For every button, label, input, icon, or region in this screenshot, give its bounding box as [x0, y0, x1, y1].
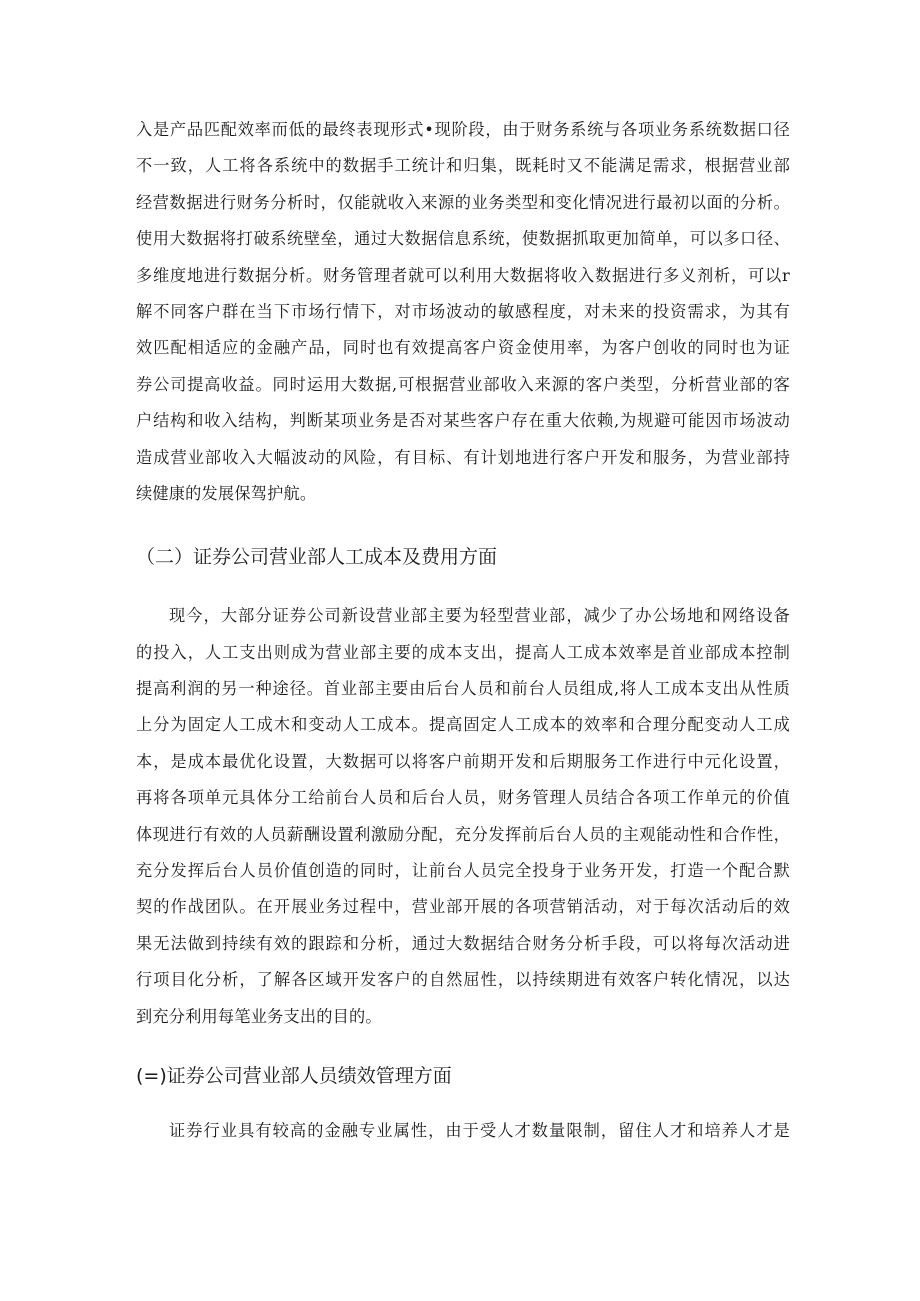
text-line: 造成营业部收入大幅波动的风险，有目标、有计划地进行客户开发和服务，为营业部持 [136, 447, 790, 467]
paragraph-performance [136, 1113, 790, 1149]
text-line: 的投入，人工支出则成为营业部主要的成本支出，提高人工成本效率是首业部成本控制 [136, 642, 790, 662]
text-line: 证券行业具有较高的金融专业属性，由于受人才数量限制，留住人才和培养人才是 [169, 1120, 790, 1140]
text-line: 再将各项单元具体分工给前台人员和后台人员，财务管理人员结合各项工作单元的价值 [136, 788, 790, 808]
text-line: 果无法做到持续有效的跟踪和分析，通过大数据结合财务分析手段，可以将每次活动进 [136, 933, 790, 953]
section-heading-labor-cost: （二）证券公司营业部人工成本及费用方面 [136, 546, 498, 569]
text-line: 提高利润的另一种途径。首业部主要由后台人员和前台人员组成,将人工成本支出从性质 [136, 679, 790, 699]
paragraph-labor-cost [136, 598, 790, 1035]
text-line: 券公司提高收益。同时运用大数据,可根据营业部收入来源的客户类型，分析营业部的客 [136, 374, 790, 394]
paragraph-revenue-analysis [136, 112, 790, 512]
text-line: 到充分利用每笔业务支出的目的。 [136, 1006, 382, 1026]
text-line: 本，是成本最优化设置，大数据可以将客户前期开发和后期服务工作进行中元化设置， [136, 751, 790, 771]
text-line: 充分发挥后台人员价值创造的同时，让前台人员完全投身于业务开发，打造一个配合默 [136, 861, 790, 881]
text-line: 户结构和收入结构，判断某项业务是否对某些客户存在重大依赖,为规避可能因市场波动 [136, 411, 790, 431]
text-line: 现今，大部分证券公司新设营业部主要为轻型营业部，减少了办公场地和网络设备 [169, 606, 790, 626]
text-line: 不一致，人工将各系统中的数据手工统计和归集，既耗时又不能满足需求，根据营业部 [136, 156, 790, 176]
text-line: 上分为固定人工成木和变动人工成本。提高固定人工成本的效率和合理分配变动人工成 [136, 715, 790, 735]
text-line: 效匹配相适应的金融产品，同时也有效提高客户资金使用率，为客户创收的同时也为证 [136, 338, 790, 358]
text-line: 行项目化分析，了解各区域开发客户的自然屈性，以持续期进有效客户转化情况，以达 [136, 970, 790, 990]
text-line: 多维度地进行数据分析。财务管理者就可以利用大数据将收入数据进行多义剂析，可以r [136, 265, 790, 285]
section-heading-performance: (=)证券公司营业部人员绩效管理方面 [136, 1064, 452, 1087]
text-line: 契的作战团队。在开展业务过程中，营业部开展的各项营销活动，对于每次活动后的效 [136, 897, 790, 917]
document-page [136, 112, 790, 1149]
text-line: 入是产品匹配效率而低的最终表现形式•现阶段，由于财务系统与各项业务系统数据口径 [136, 120, 790, 139]
text-line: 解不同客户群在当下市场行情下，对市场波动的敏感程度，对未来的投资需求，为其有 [136, 301, 790, 321]
text-line: 经营数据进行财务分析时，仅能就收入来源的业务类型和变化情况进行最初以面的分析。 [136, 192, 790, 212]
text-line: 使用大数据将打破系统壁垒，通过大数据信息系统，使数据抓取更加简单，可以多口径、 [136, 229, 790, 249]
text-line: 续健康的发展保驾护航。 [136, 483, 317, 503]
text-line: 体现进行有效的人员薪酬设置利激励分配，充分发挥前后台人员的主观能动性和合作性， [136, 824, 790, 844]
